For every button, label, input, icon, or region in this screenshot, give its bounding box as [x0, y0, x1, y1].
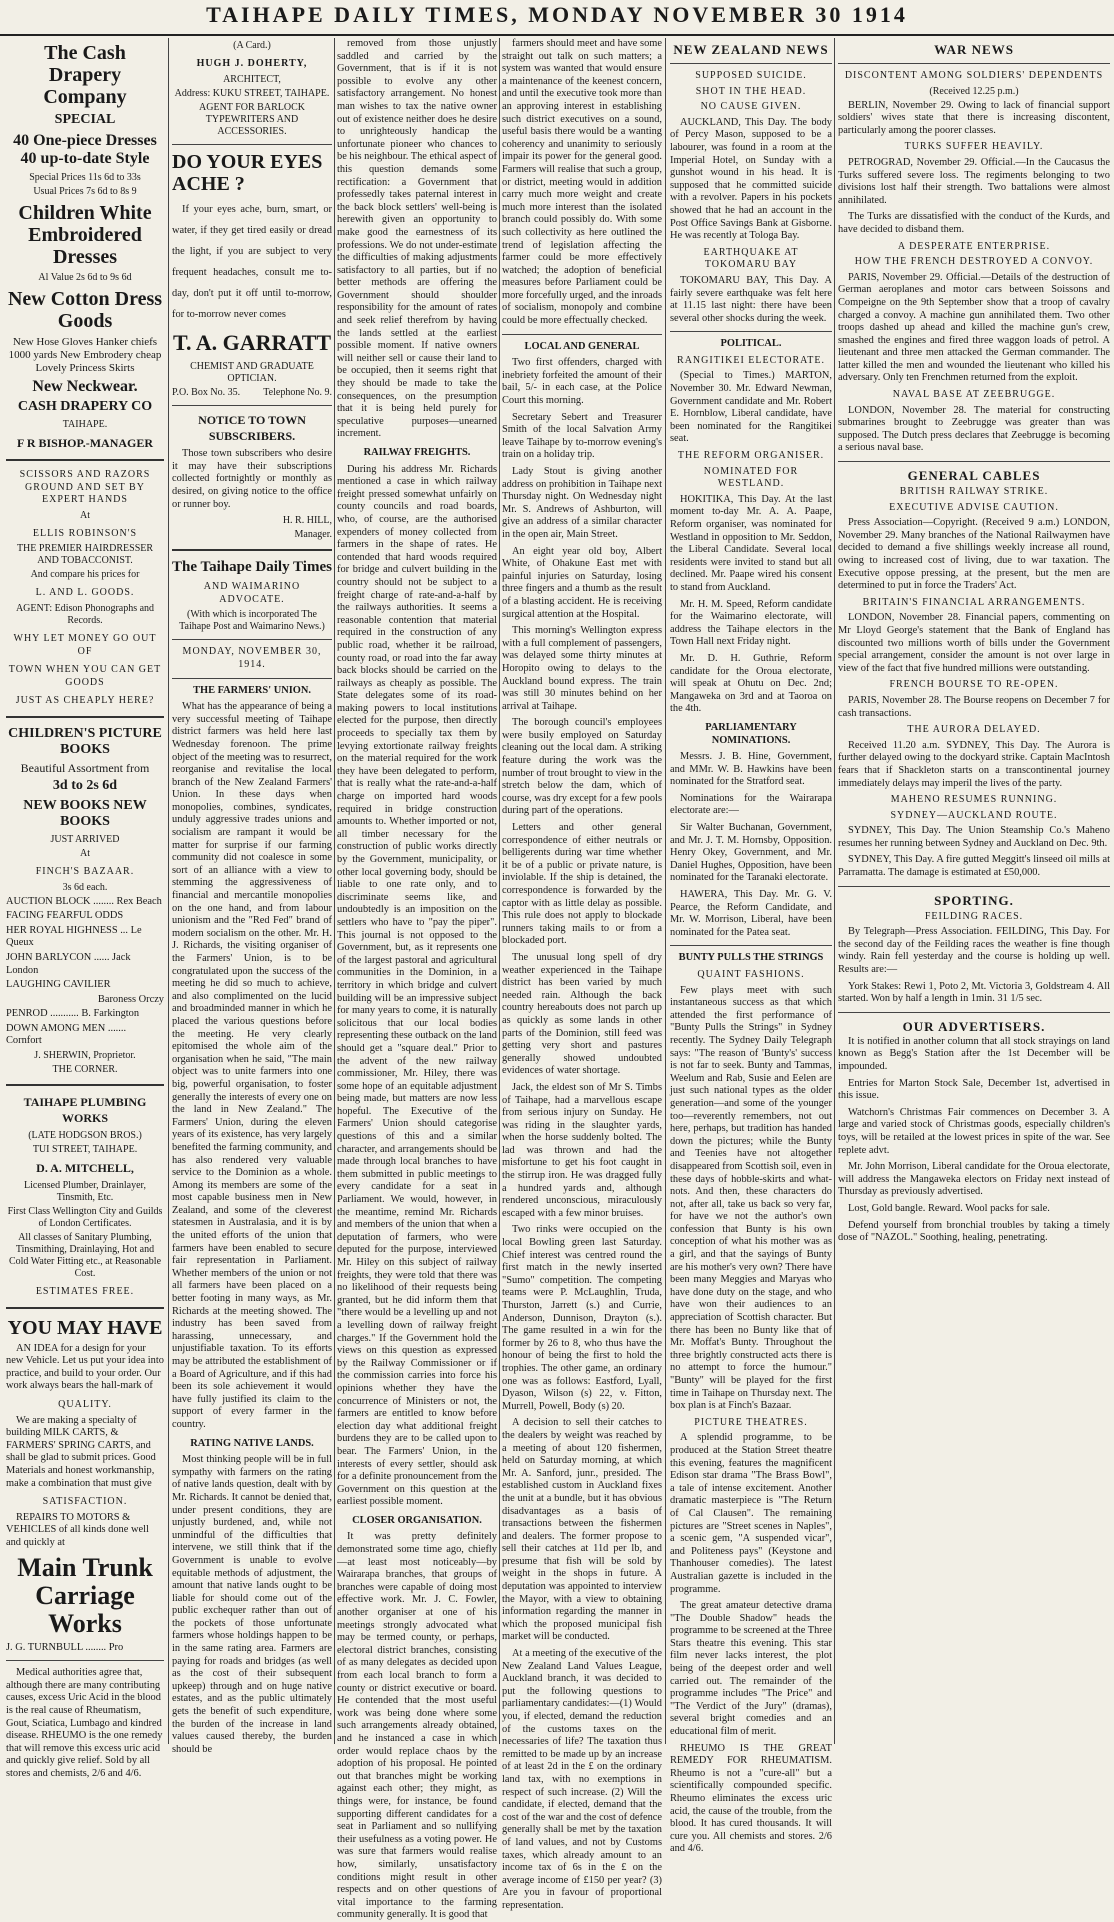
- news-item: HOKITIKA, This Day. At the last moment to-day Mr. A. A. Paape, Reform organiser, was nominated for Westland in opposition to Mr. Seddon, the Liberal Candidate. Several local residents were invited to stand but all declined. Mr. Paape wired his consent to stand from Auckland.: [670, 493, 832, 593]
- you-may-have: YOU MAY HAVE: [7, 1316, 163, 1339]
- divider: [502, 334, 662, 335]
- cash-prices-special: Special Prices 11s 6d to 33s: [29, 172, 141, 183]
- hill-manager: Manager.: [294, 529, 332, 541]
- paper-title: The Taihape Daily Times: [172, 559, 332, 576]
- advertiser-item: Defend yourself from bronchial troubles by taking a timely dose of "NAZOL." Soothing, healing, penetrating.: [838, 1219, 1110, 1244]
- turks-head: TURKS SUFFER HEAVILY.: [904, 141, 1044, 153]
- turnbull: J. G. TURNBULL ........ Pro: [6, 1641, 124, 1653]
- divider: [6, 459, 164, 461]
- divider: [838, 461, 1110, 462]
- book-list-item: Baroness Orczy: [97, 993, 164, 1005]
- plumbing-title: TAIHAPE PLUMBING WORKS: [23, 1095, 147, 1126]
- war-item: LONDON, November 28. The material for constructing submarines brought to Zeebrugge was greater than was supposed. The Dutch press declares that Zeebrugge is becoming a serious naval base.: [838, 404, 1110, 454]
- medical-ad: Medical authorities agree that, although there are many contributing causes, excess Uric Acid in the blood is the real cause of Rheumatism, Gout, Sciatica, Lumbago and kindred disease. RHEUMO is the one remedy that will remove this excess uric acid and quickly give relief. Sold by all stores and chemists, 2/6 and 4/6.: [6, 1667, 163, 1779]
- sporting-title: SPORTING.: [934, 892, 1014, 908]
- native-lands-text: removed from those unjustly saddled and carried by the Government, that is if it is not possible to evolve any other satisfactory arrangement. No honest man wishes to tax the native owner out of existence neither does he desire to unrighteously handicap the unfortunate pioneer who chances to be his neighbour. The ethical aspect of this question demands some rectification: a Government that professedly takes paternal interest in the back block settlers' well-being is herewith given an opportunity to make good the earnestness of its professions. We do not under-estimate the difficulties of making adjustments satisfactory to all parties, but if no better methods are offering the Government should shoulder responsibility for the amount of rates and seek relief therefrom by having the lands settled at the earliest possible moment. If native owners will neither sell or cause their land to be occupied, then it seems right that they should be made to take the consequences, on the presumption that it is being held purely for speculative purposes—unearned increment.: [337, 38, 497, 440]
- garratt: T. A. GARRATT: [172, 329, 332, 355]
- column-editorial-1: [172, 38, 332, 1755]
- the-corner: THE CORNER.: [52, 1064, 118, 1076]
- news-item: Mr. D. H. Guthrie, Reform candidate for the Oroua electorate, will speak at Ohutu on Dec. 2nd; Mangaweka on 3rd and at Taoroa on the 4th.: [670, 652, 832, 715]
- chemist: CHEMIST AND GRADUATE OPTICIAN.: [190, 360, 314, 384]
- first-class: First Class Wellington City and Guilds of London Certificates.: [7, 1206, 163, 1230]
- closer-text-cont: farmers should meet and have some straight out talk on such matters; a system was wanted that would ensure a maintenance of the keenest concern, and until the executive took more than an approving interest in establishing such district executives on a sound, useful basis there would be a wanting coherency and unanimity to seriously impair its power for the general good. Farmers will realise that such a group, or district, meeting would in addition carry much more weight and create much more interest than the isolated branch could possibly do. With some such collectivity as here outlined the trend of legislation affecting the farmer could be more effectively watched; the adoption of beneficial measures before Parliament could be more forcefully urged, and the inroads of socialism, monopoly and combine could be more effectually checked.: [502, 38, 662, 327]
- war-item: The Turks are dissatisfied with the conduct of the Kurds, and have decided to disband them.: [838, 211, 1110, 235]
- local-item: A decision to sell their catches to the dealers by weight was reached by a meeting of about 120 fishermen, held on Saturday morning, at which Mr. A. Sanford, junr., presided. The established custom in Auckland fixes the unit at a bundle, but it has obvious disadvantages as a basis of transactions between the fishermen and dealers. The former propose to sell their catches at 11d per lb, and presume that fish will be sold by weight in the shops in future. A deputation was appointed to interview the Mayor, with a view to obtaining information regarding the manner in which the proposed municipal fish market will be conducted.: [502, 1417, 662, 1643]
- local-item: Secretary Sebert and Treasurer Smith of the local Salvation Army leave Taihape by to-morrow evening's train on a holiday trip.: [502, 411, 662, 461]
- book-list-item: PENROD ........... B. Farkington: [6, 1008, 140, 1020]
- divider: [172, 144, 332, 145]
- pobox: P.O. Box No. 35.: [172, 386, 241, 398]
- local-item: Lady Stout is giving another address on prohibition in Taihape next Thursday night. On Wednesday night Mr. S. Andrews of Ashburton, will give an address of a similar character in the open air, Main Street.: [502, 466, 662, 540]
- advertiser-item: Watchorn's Christmas Fair commences on December 3. A large and varied stock of Christmas goods, especially children's toys, will be retailed at the lowest prices in spite of the war. See replete advt.: [838, 1106, 1110, 1156]
- cable-item: LONDON, November 28. Financial papers, commenting on Mr Lloyd George's statement that the Bank of England has discounted two millions worth of bills under the Government special arrangement, consider the amount is not over large in view of the fact that five hundred millions were outstanding.: [838, 612, 1110, 674]
- news-item: TOKOMARU BAY, This Day. A fairly severe earthquake was felt here at 11.15 last night: there have been several other shocks during the week.: [670, 274, 832, 324]
- telephone: Telephone No. 9.: [263, 386, 332, 398]
- news-item: HAWERA, This Day. Mr. G. V. Pearce, the Reform Candidate, and Mr. W. Morrison, Liberal, have been nominated for the Patea seat.: [670, 889, 832, 938]
- all-classes: All classes of Sanitary Plumbing, Tinsmithing, Drainlaying, Hot and Cold Water Fitting etc., at Reasonable Cost.: [8, 1232, 162, 1280]
- advertiser-item: Lost, Gold bangle. Reward. Wool packs for sale.: [848, 1202, 1050, 1214]
- closer-title: CLOSER ORGANISATION.: [352, 1514, 482, 1526]
- nominations-head: PARLIAMENTARY NOMINATIONS.: [705, 721, 797, 746]
- column-rule: [499, 38, 500, 1744]
- sherwin: J. SHERWIN, Proprietor.: [34, 1050, 136, 1062]
- divider: [670, 63, 832, 64]
- money-line-2: TOWN WHEN YOU CAN GET GOODS: [8, 664, 162, 688]
- column-rule: [665, 38, 666, 1744]
- war-item: PETROGRAD, November 29. Official.—In the Caucasus the Turks suffered severe loss. The regiments belonging to two divisions lost half their strength. Two battalions were almost annihilated.: [838, 156, 1110, 206]
- column-rule: [334, 38, 335, 1744]
- vehicle-idea: AN IDEA for a design for your new Vehicle. Let us put your idea into practice, and build to your order. Our work always bears the hall-mark of: [6, 1342, 164, 1392]
- new-books: NEW BOOKS NEW BOOKS: [23, 797, 147, 829]
- local-item: The unusual long spell of dry weather experienced in the Taihape district has been varied by much needed rain. Although the back country hereabouts does not parch up as quickly as some lands in other parts of the Dominion, still feed was getting very short and pastures generally showed undoubted evidences of water shortage.: [502, 951, 662, 1077]
- book-list-item: DOWN AMONG MEN ....... Cornfort: [6, 1022, 127, 1047]
- quality: QUALITY.: [58, 1399, 112, 1411]
- estimates-free: ESTIMATES FREE.: [35, 1286, 135, 1298]
- eyes-title: DO YOUR EYES ACHE ?: [172, 150, 323, 195]
- agent-phonographs: AGENT: Edison Phonographs and Records.: [15, 602, 155, 626]
- issue-date: MONDAY, NOVEMBER 30, 1914.: [182, 646, 322, 670]
- divider: [6, 1307, 164, 1309]
- cable-item: PARIS, November 28. The Bourse reopens on December 7 for cash transactions.: [838, 694, 1110, 719]
- notice-text: Those town subscribers who desire it may have their subscriptions collected fortnightly or monthly as desired, on giving notice to the office or runner boy.: [172, 448, 332, 510]
- column-editorial-2: [337, 38, 497, 1921]
- divider: [172, 405, 332, 406]
- local-item: Jack, the eldest son of Mr S. Timbs of Taihape, had a marvellous escape from serious injury on Sunday. He was riding in the slaughter yards, when the horse suddenly bolted. The lad was thrown and had the misfortune to get his foot caught in the stirrup iron. He was dragged fully a hundred yards and, although rendered unconscious, miraculously escaped with a few minor bruises.: [502, 1081, 662, 1219]
- war-item: PARIS, November 29. Official.—Details of the destruction of German aeroplanes and motor cars between Soissons and Compeigne on the 9th September show that a troop of cavalry charged a convoy. A machine gun annihilated them. Two other troops dashed up ahead and killed the machine gun's crew, smashed the engines and fired three waggon loads of petrol. A lieutenant and three men attacked the German commander. The latter killed the men and wounded the lieutenant who killed his adversary. Only ten Frenchmen returned from the exploit.: [838, 271, 1110, 384]
- advertiser-item: Entries for Marton Stock Sale, December 1st, advertised in this issue.: [838, 1077, 1110, 1102]
- advertiser-item: It is notified in another column that all stock strayings on land known as Begg's Station after the 1st December will be impounded.: [838, 1035, 1110, 1072]
- divider: [838, 886, 1110, 887]
- news-item: AUCKLAND, This Day. The body of Percy Mason, supposed to be a labourer, was found in a room at the Imperial Hotel, on Sunday with a gunshot wound in his head. It is supposed that he committed suicide with a revolver. Papers in his pockets showed that he had an account in the Post Office Savings Bank at Gisborne. He was recently at Tologa Bay.: [670, 116, 832, 242]
- union-text: What has the appearance of being a very successful meeting of Taihape district farmers was held here last Wednesday forenoon. The prime object of the meeting was to resurrect, reorganise and revitalise the local branch of the New Zealand Farmers' Union. In these days when monopolies, combines, syndicates, unduly aggressive trades unions and socialism are rampant it would be matter for surprise if our farming community did not coalesce in some sort of an alliance with a view to stemming the aggressiveness of financial and mercantile monopolies on the one hand, and from labour unionism and the "Red Fed" brand of modern socialism on the other. Mr. H. J. Richards, the visiting organiser of the Farmers' Union, is to be congratulated upon the success of the meeting he did so much to achieve, and also complimented on the lucid and broadminded manner in which he placed the various questions before the meeting. He very clearly epitomised the whole aim of the organisation when he said, "The main object was to unite farmers into one big, powerful organisation, to foster generally the interests of every one on the land in New Zealand." The Farmers' Union, during the eleven years of its existence, has very largely benefited the farming community, and has also rendered very valuable service to the Dominion as a whole. Among its members are some of the most capable business men in New Zealand, and some of the cleverest statesmen in Australasia, and it is by the united efforts of the union that farmers have been enabled to secure fair representation in Parliament. Whether members of the union or not all farmers have been placed on a better footing in many ways, as Mr. Richards at the meeting showed. The industry has been saved from harassing, unnecessary, and unjustifiable taxation. To its efforts may be attributed the establishment of a Board of Agriculture, and if this had been its sole achievement it would have fully justified its claim to the support of every farmer in the country.: [172, 701, 332, 1430]
- just-arrived: JUST ARRIVED: [50, 833, 120, 845]
- local-item: This morning's Wellington express with a full complement of passengers, was delayed some thirty minutes at Horopito owing to delays to the Auckland bound express. The train was still 30 minutes behind on her arrival at Taihape.: [502, 625, 662, 712]
- card-label: (A Card.): [233, 40, 271, 51]
- main-trunk: Main Trunk Carriage Works: [17, 1552, 153, 1638]
- finch-at: At: [80, 847, 90, 859]
- cash-cotton: New Cotton Dress Goods: [7, 288, 163, 332]
- garratt-contact: [172, 387, 332, 400]
- quaint-head: QUAINT FASHIONS.: [697, 969, 805, 980]
- column-rule: [168, 38, 169, 1744]
- local-item: Two rinks were occupied on the local Bowling green last Saturday. Chief interest was centred round the first match in the newly inserted "Sumo" competition. The competing teams were P. McLaughlin, Truda, Thurston, Jarrett (s.) and Currie, Anderson, Dunnison, Drayton (s.). The game resulted in a win for the former by 26 to 8, who thus have the honour of being the first to hold the trophies. The other game, an ordinary one was as follows: Eastford, Lyall, Dyason, Wilson (s) 22, v. Fitton, Murrell, Powell, Body (s) 20.: [502, 1224, 662, 1412]
- local-item: The borough council's employees were busily employed on Saturday cleaning out the local dam. A striking feature during the work was the number of trout brought to view in the stretch below the dam, which of course, was dry except for a few pools during part of the operations.: [502, 717, 662, 817]
- doherty-address: Address: KUKU STREET, TAIHAPE.: [174, 87, 330, 99]
- divider: [670, 331, 832, 332]
- railway-text: During his address Mr. Richards mentioned a case in which railway freight pressed somewhat unfairly on county councils and road boards, who, of course, are the authorised expenders of money collected from farmers in the shape of rates. He contended that hard woods required for bridge and culvert building in the country should not be subject to a freight charge of rate-and-a-half by the railways authorities. It seems a reasonable contention that material required in the construction of any public road, whether it be railroad, county road, or road into the far away back blocks should be carried on the railways as cheaply as possible. The State delegates some of its road-making powers to local institutions elected for the purpose, then directly proceeds to specially tax them by levying extortionate railway freights on the material required for the work they have been delegated to perform, that is really what the rate-and-a-half charge on imported hard woods required in bridge construction amounts to. Whether imported or not, all timber necessary for the construction of public works directly by the Government, municipality, or other local governing body, should be liable to one rate only, and to discriminate seems like, and undoubtedly is an imposition on the settlers who have to "pay the piper". This journal is not opposed to the Government, but, as it represents one of the largest pastoral and agricultural communities in the Dominion, in a territory in which bridge and culvert building will be an impressive subject for many years to come, it is naturally solicitous that our local bodies representing these outback on the land should get a "square deal." Prior to the advent of the new railway commissioner, Mr. Hiley, there was some hope of an equitable adjustment being made, but matters are now less hopeful. The Executive of the Farmers' Union should categorise questions of this and a similar character, and arrangements should be made through local branches to have them submitted in public meetings to every candidate for a seat in Parliament. We would, however, in the meantime, remind Mr. Richards and members of the union that when a deputation of farmers, who were deputed for the purpose, interviewed Mr. Hiley on this subject of railway freights, they were told that there was no likelihood of their requests being granted, but he did inform them that "there would be a levelling up and not a levelling down of railway freight charges." If the Government hold the views on this question as expressed by the Railway Commissioner or if the commission carries into force his opinions whether they have the concurrence of Ministers or not, the farmers are entitled to know before election day what additional freight burdens they are to be called upon to bear. The Farmers' Union, in the interests of every settler, should ask for a definite pronouncement from the Government on this question at the earliest possible moment.: [337, 463, 497, 1508]
- cable-item: Received 11.20 a.m. SYDNEY, This Day. The Aurora is further delayed owing to the dockyard strike. Captain MacIntosh fears that if Shackleton starts on a transcontinental journey immediately delays may imperil the lives of the party.: [838, 739, 1110, 789]
- advertiser-item: Mr. John Morrison, Liberal candidate for the Oroua electorate, will address the Mangaweka electors on Friday next instead of Thursday as previously advertised.: [838, 1161, 1110, 1198]
- books-assortment: Beautiful Assortment from: [20, 760, 150, 775]
- cash-manager: F R BISHOP.-MANAGER: [16, 436, 154, 450]
- cash-drapery-title: The Cash Drapery Company: [43, 42, 127, 108]
- divider: [172, 549, 332, 551]
- incorporated: (With which is incorporated The Taihape Post and Waimarino News.): [179, 609, 325, 633]
- book-list-item: FACING FEARFUL ODDS: [6, 910, 124, 922]
- cash-children: Children White Embroidered Dresses: [18, 202, 152, 268]
- book-list-item: HER ROYAL HIGHNESS ... Le Queux: [6, 924, 142, 949]
- cash-value: Al Value 2s 6d to 9s 6d: [38, 272, 132, 283]
- divider: [6, 1084, 164, 1086]
- nz-news-title: NEW ZEALAND NEWS: [673, 42, 829, 57]
- doherty: HUGH J. DOHERTY,: [196, 58, 308, 69]
- rating-title: RATING NATIVE LANDS.: [190, 1437, 314, 1449]
- eyes-text: If your eyes ache, burn, smart, or water, if they get tired easily or dread the light, if you are subject to very frequent headaches, consult me to-day, don't put it off until to-morrow, for to-morrow never comes: [172, 203, 332, 320]
- column-nz-news: [670, 38, 832, 1855]
- cash-dresses: 40 One-piece Dresses 40 up-to-date Style: [13, 132, 157, 167]
- bourse-head: FRENCH BOURSE TO RE-OPEN.: [889, 679, 1059, 691]
- received-time: (Received 12.25 p.m.): [929, 85, 1019, 97]
- cash-special: SPECIAL: [54, 112, 116, 127]
- rangitikei-head: RANGITIKEI ELECTORATE.: [677, 354, 825, 366]
- maheno-head: MAHENO RESUMES RUNNING.: [890, 794, 1058, 806]
- divider: [838, 63, 1110, 64]
- scissors-ad: SCISSORS AND RAZORS GROUND AND SET BY EXPERT HANDS: [19, 469, 151, 506]
- shot-head: SHOT IN THE HEAD.: [695, 85, 807, 97]
- political-head: POLITICAL.: [720, 338, 782, 350]
- news-item: (Special to Times.) MARTON, November 30. Mr. Edward Newman, Government candidate and Mr. Robert E. Hornblow, Liberal candidate, have been nominated for the Rangitikei seat.: [670, 370, 832, 445]
- money-line-3: JUST AS CHEAPLY HERE?: [15, 695, 155, 707]
- cable-item: SYDNEY, This Day. A fire gutted Meggitt's linseed oil mills at Parramatta. The damage is estimated at £50,000.: [838, 854, 1110, 879]
- aurora-head: THE AURORA DELAYED.: [907, 724, 1041, 736]
- rheumo-ad: RHEUMO IS THE GREAT REMEDY FOR RHEUMATISM. Rheumo is not a "cure-all" but a scientifically compounded specific. Rheumo eliminates the excess uric acid, the cause of the trouble, from the blood. It has cured thousands. It will cure you. All chemists and stores. 2/6 and 4/6.: [670, 1742, 832, 1855]
- closer-text: It was pretty definitely demonstrated some time ago, chiefly—at least most noticeably—by Wairarapa branches, that groups of branches were capable of doing most effective work. Mr. J. C. Fowler, another organiser at one of his meetings strongly advocated what may be termed county, or perhaps, electoral district branches, consisting of as many delegates as decided upon from each local branch to form a county or district executive or board. He contended that the most useful work was being done where some such arrangements already obtained, and he instanced a case in which order would replace chaos by the adoption of his proposal. He pointed out that branches might be working against each other; they might, as things were, for instance, be found supporting different candidates for a seat in Parliament and so nullifying their usefulness as a voting power. He was sure that farmers would realise how, similarly, unsatisfactory conditions might result in other respects and on other questions of vital importance to the farming community generally. It is good that: [337, 1531, 497, 1921]
- book-price-each: 3s 6d each.: [62, 881, 108, 893]
- news-item: The great amateur detective drama "The Double Shadow" heads the programme to be screened at the Three Stars theatre this evening. This star film never lacks interest, the plot being of the deepest order and well carried out. The remainder of the programme includes "The Price" and "The Verdict of the Jury" (dramas), several bright comedies and an educational film of merit.: [670, 1600, 832, 1738]
- route-head: SYDNEY—AUCKLAND ROUTE.: [890, 809, 1058, 821]
- masthead: [0, 0, 1114, 36]
- sport-item: By Telegraph—Press Association. FEILDING, This Day. For the second day of the Feilding races the weather is fine though windy. Rain fell yesterday and the course is holding up well. Results are:—: [838, 926, 1110, 976]
- scissors-at: At: [80, 509, 90, 521]
- westland-head: NOMINATED FOR WESTLAND.: [703, 465, 799, 490]
- cable-item: Press Association—Copyright. (Received 9 a.m.) LONDON, November 29. Many branches of the National Railwaymen have decided to demand a five shillings weekly increase all round, owing to increased cost of living, due to war taxation. The Executive oppose pressing, at the present, but the men are determined to put in force the Traders' Act.: [838, 517, 1110, 592]
- news-item: Messrs. J. B. Hine, Government, and MMr. W. B. Hawkins have been nominated for the Stratford seat.: [670, 751, 832, 788]
- railway-title: RAILWAY FREIGHTS.: [363, 447, 471, 458]
- quake-head: EARTHQUAKE AT TOKOMARU BAY: [703, 246, 799, 271]
- divider: [172, 639, 332, 640]
- cable-item: SYDNEY, This Day. The Union Steamship Co.'s Maheno resumes her running between Sydney and Auckland on Dec. 9th.: [838, 825, 1110, 849]
- masthead-title: TAIHAPE DAILY TIMES, MONDAY NOVEMBER 30 1914: [206, 2, 908, 27]
- repairs: REPAIRS TO MOTORS & VEHICLES of all kinds done well and quickly at: [6, 1511, 149, 1548]
- news-item: Mr. H. M. Speed, Reform candidate for the Waimarino electorate, will address the Taihape electors in the Town Hall next Friday night.: [670, 598, 832, 648]
- war-item: BERLIN, November 29. Owing to lack of financial support soldiers' wives state that there is increasing discontent, particularly among the poorer classes.: [838, 99, 1110, 136]
- hairdresser: THE PREMIER HAIRDRESSER AND TOBACCONIST.: [16, 543, 154, 567]
- hill: H. R. HILL,: [282, 515, 332, 527]
- books-price: 3d to 2s 6d: [52, 777, 118, 793]
- cables-title: GENERAL CABLES: [907, 468, 1041, 484]
- compare-prices: And compare his prices for: [30, 569, 140, 581]
- local-item: An eight year old boy, Albert White, of Ohakune East met with painful injuries on Saturday, losing three fingers and a thumb as the result of a blasting accident. He is receiving surgical attention at the Hospital.: [502, 545, 662, 620]
- caution-head: EXECUTIVE ADVISE CAUTION.: [889, 501, 1059, 513]
- ellis-name: ELLIS ROBINSON'S: [32, 527, 138, 539]
- notice-title: NOTICE TO TOWN SUBSCRIBERS.: [198, 413, 306, 444]
- desperate-head: A DESPERATE ENTERPRISE.: [897, 240, 1051, 252]
- news-item: Few plays meet with such instantaneous success as that which attended the first performance of "Bunty Pulls the Strings" in Sydney recently. The Sydney Daily Telegraph says: "The reason of 'Bunty's' success is not far to seek. Bunty and Tammas, Weelum and Rab, Susie and Eelen are just such national types as the older generation—and some of the younger too—reverently remembers, not out here, perhaps, but tradition has handed down the pictures; while the Bunty and Teenies have not altogether disappeared from Scottish soil, even in these days of hobble-skirts and what-nots. And then, these characters do not, after all, take us back so very far, for have we not the author's own confession that Bunty is his own conception of what his mother was as a girl, and that the sayings of Bunty are his mother's very own? There have been many Meggies and Maryas who have done duty on the stage, and who have won their audiences to an appreciation of Scottish character. But there has been no Bunty like that of Mr. Moffat's Bunty. Throughout the three brightly constructed acts there is no attempt to force the humour." "Bunty" will be played for the first time in Taihape on Thursday next. The box plan is at Finch's Bazaar.: [670, 984, 832, 1412]
- cash-town: TAIHAPE.: [62, 419, 108, 430]
- divider: [838, 1012, 1110, 1013]
- book-list-item: LAUGHING CAVILIER: [6, 979, 111, 991]
- book-list-item: AUCTION BLOCK ........ Rex Beach: [6, 895, 162, 907]
- reform-head: THE REFORM ORGANISER.: [677, 450, 825, 462]
- news-item: Nominations for the Wairarapa electorate are:—: [670, 792, 832, 817]
- suicide-head: SUPPOSED SUICIDE.: [695, 70, 807, 81]
- money-line-1: WHY LET MONEY GO OUT OF: [13, 632, 157, 657]
- column-ads-left: [6, 38, 164, 1779]
- rating-text: Most thinking people will be in full sympathy with farmers on the rating of native lands question, dealt with by Mr. Richards. It cannot be denied that, under present conditions, they are unjustly burdened, and, while not unmindful of the difficulties that intervene, we still think that if the Government is unable to evolve equitable methods of adjustment, the amount that native lands ought to be liable for should come out of the public exchequer rather than out of the pockets of those unfortunate farmers whose holdings happen to be in the same rating area. Farmers are paying for roads and bridges (as well as the cost of their subsequent upkeep) through and on huge native estates, and as the public ultimately gets the benefit of such expenditure, the burden of the increase in land values caused thereby, the burden should be: [172, 1454, 332, 1755]
- union-title: THE FARMERS' UNION.: [193, 684, 311, 696]
- news-item: Sir Walter Buchanan, Government, and Mr. J. T. M. Hornsby, Opposition. Henry Okey, Government, and Mr. Daniel Hughes, Opposition, have been nominated for the Taranaki electorate.: [670, 822, 832, 884]
- barlock-agent: AGENT FOR BARLOCK TYPEWRITERS AND ACCESSORIES.: [199, 101, 305, 137]
- local-title: LOCAL AND GENERAL: [524, 340, 640, 352]
- satisfaction: SATISFACTION.: [42, 1496, 128, 1508]
- war-news-title: WAR NEWS: [934, 42, 1014, 57]
- column-war-news: [838, 38, 1110, 1744]
- sport-item: York Stakes: Rewi 1, Poto 2, Mt. Victoria 3, Goldstream 4. All started. Won by half a length in 1min. 31 1/5 sec.: [838, 980, 1110, 1005]
- plumbing-late: (LATE HODGSON BROS.): [28, 1130, 142, 1142]
- column-local: [502, 38, 662, 1911]
- mitchell: D. A. MITCHELL,: [36, 1161, 134, 1176]
- feilding-head: FEILDING RACES.: [924, 910, 1024, 922]
- local-item: At a meeting of the executive of the New Zealand Land Values League, Auckland branch, it was decided to put the following questions to parliamentary candidates:—(1) Would you, if elected, demand the reduction of the customs taxes on the necessaries of life? The taxation thus remitted to be made up by an increase of at least 2d in the £ on the ordinary land tax, with no exemptions in respect of such increase. (2) Will the candidate, if elected, demand that the cost of the war and the cost of defence generally shall be met by the taxation of land values, and not by Customs taxes, which already amount to an income tax of 6s in the £ on the average income of £150 per year? (3) Are you in favour of proportional representation.: [502, 1648, 662, 1911]
- column-rule: [834, 38, 835, 1744]
- advertisers-title: OUR ADVERTISERS.: [902, 1018, 1046, 1034]
- licensed: Licensed Plumber, Drainlayer, Tinsmith, Etc.: [24, 1180, 146, 1204]
- financial-head: BRITAIN'S FINANCIAL ARRANGEMENTS.: [862, 596, 1086, 608]
- divider: [172, 678, 332, 679]
- convoy-head: HOW THE FRENCH DESTROYED A CONVOY.: [854, 256, 1094, 268]
- zeebrugge-head: NAVAL BASE AT ZEEBRUGGE.: [892, 389, 1056, 401]
- local-item: Two first offenders, charged with inebriety forfeited the amount of their bail, 5/- in each case, at the Police Court this morning.: [502, 357, 662, 407]
- carts-specialty: We are making a specialty of building MILK CARTS, & FARMERS' SPRING CARTS, and shall be glad to submit prices. Good Materials and honest workmanship, make a combination that must give: [6, 1414, 156, 1489]
- finch-bazaar: FINCH'S BAZAAR.: [35, 865, 135, 877]
- paper-sub: AND WAIMARINO ADVOCATE.: [203, 581, 301, 605]
- divider: [670, 945, 832, 946]
- cash-hose: New Hose Gloves Hanker chiefs 1000 yards New Embrodery cheap Lovely Princess Skirts: [8, 336, 162, 374]
- divider: [6, 1660, 164, 1661]
- local-item: Letters and other general correspondence of either neutrals or belligerents during war time whether it be of a public or private nature, is inviolable. If the ship is detained, the correspondence is forwarded by the captor with as little delay as possible. This rule does not apply to blockade runners taking mails to or from a blockaded port.: [502, 822, 662, 947]
- children-books: CHILDREN'S PICTURE BOOKS: [8, 725, 162, 757]
- goods-name: L. AND L. GOODS.: [35, 587, 135, 599]
- book-list-item: JOHN BARLYCON ...... Jack London: [6, 951, 131, 976]
- cash-co: CASH DRAPERY CO: [17, 399, 153, 414]
- tui-street: TUI STREET, TAIHAPE.: [32, 1144, 138, 1156]
- cash-neckwear: New Neckwear.: [32, 378, 138, 395]
- news-item: A splendid programme, to be produced at the Station Street theatre this evening, features the magnificent Edison star drama "The Brass Bowl", a tale of intense excitement. Another dramatic masterpiece is "The Return of Cal Clausen". The remaining pictures are "Street scenes in Naples", a scenic gem, "A suspended vicar", and Politeness pays" (Keystone and Thanhouser comedies). The latest Australian gazette is included in the programme.: [670, 1432, 832, 1595]
- cash-prices-usual: Usual Prices 7s 6d to 8s 9: [33, 186, 137, 197]
- bunty-head: BUNTY PULLS THE STRINGS: [678, 952, 824, 964]
- strike-head: BRITISH RAILWAY STRIKE.: [899, 486, 1049, 498]
- no-cause-head: NO CAUSE GIVEN.: [700, 101, 802, 113]
- divider: [6, 716, 164, 718]
- discontent-head: DISCONTENT AMONG SOLDIERS' DEPENDENTS: [844, 70, 1104, 81]
- theatres-head: PICTURE THEATRES.: [694, 1416, 808, 1428]
- architect: ARCHITECT,: [223, 73, 281, 85]
